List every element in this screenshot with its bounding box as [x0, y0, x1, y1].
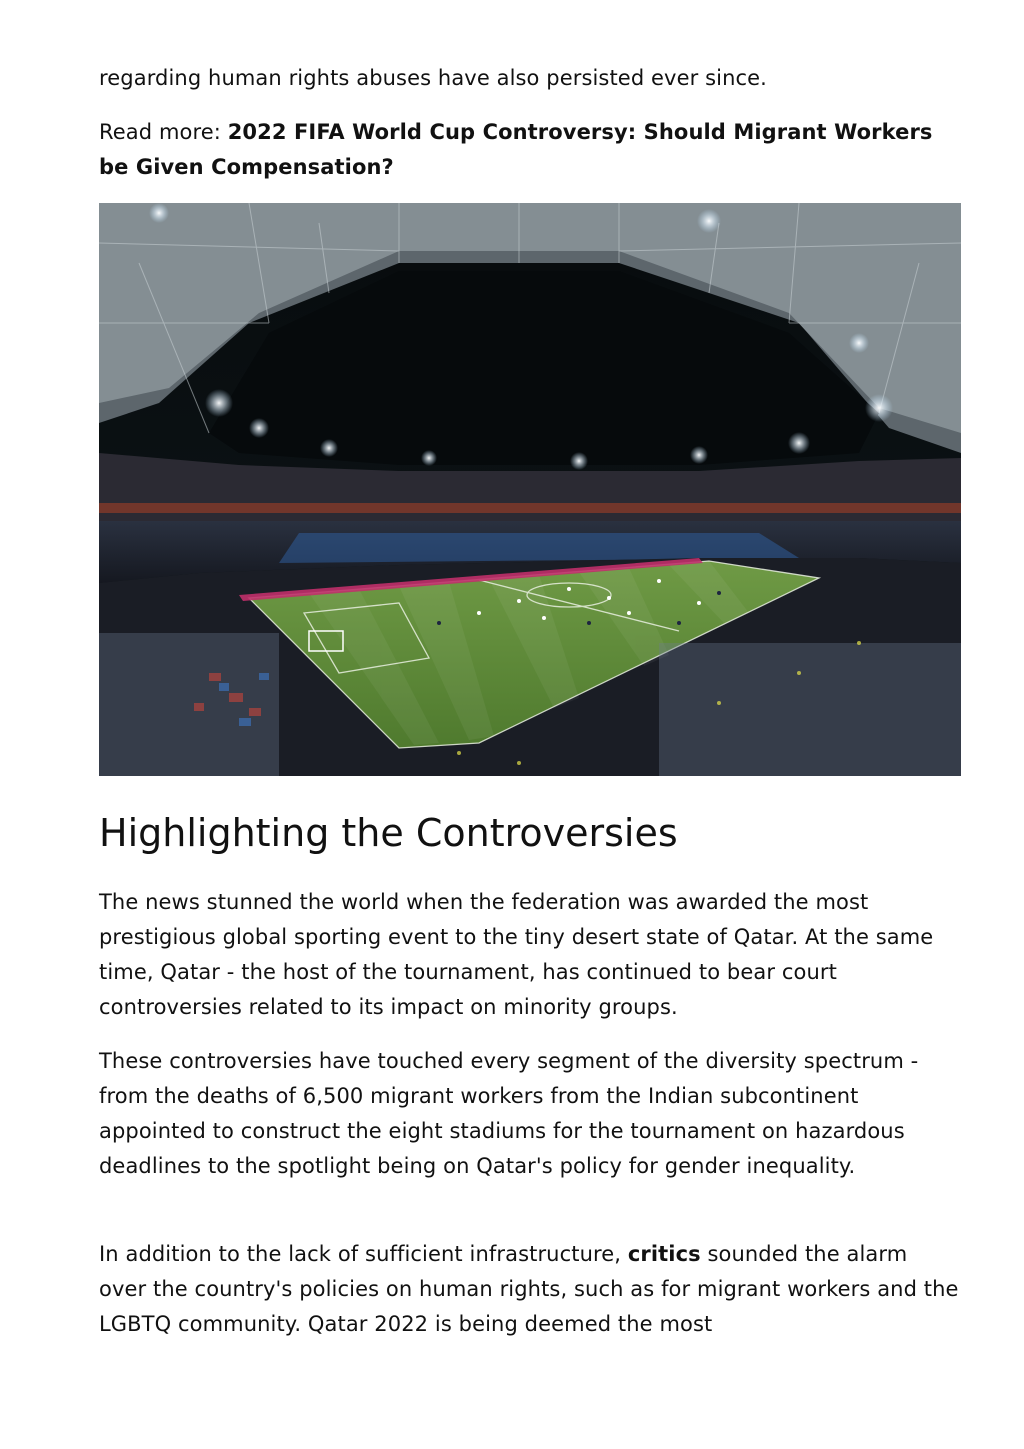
paragraph-2: These controversies have touched every segment of the diversity spectrum - from the deaths of 6,500 migrant workers from the Indian subcontinent appointed to construct the eight stadiums for the tournament on hazardous deadlines to the spotlight being on Qatar's policy for gender inequality. [99, 1049, 919, 1178]
paragraph-3-start: In addition to the lack of sufficient infrastructure, [99, 1242, 628, 1266]
section-heading: Highlighting the Controversies [99, 811, 678, 855]
paragraph-3 [99, 1237, 961, 1342]
read-more-line [99, 115, 969, 185]
critics-link[interactable]: critics [627, 1242, 701, 1266]
stadium-image [99, 203, 961, 776]
read-more-label: Read more: [99, 120, 228, 144]
paragraph-1: The news stunned the world when the federation was awarded the most prestigious global sporting event to the tiny desert state of Qatar. At the same time, Qatar - the host of the tournament, has continued to bear court controversies related to its impact on minority groups. [99, 890, 934, 1019]
read-more-link[interactable]: 2022 FIFA World Cup Controversy: Should Migrant Workers be Given Compensation? [99, 120, 933, 179]
intro-paragraph: regarding human rights abuses have also persisted ever since. [99, 66, 767, 90]
paragraph-3-end: sounded the alarm over the country's policies on human rights, such as for migrant workers and the LGBTQ community. Qatar 2022 is being deemed the most [99, 1242, 959, 1336]
